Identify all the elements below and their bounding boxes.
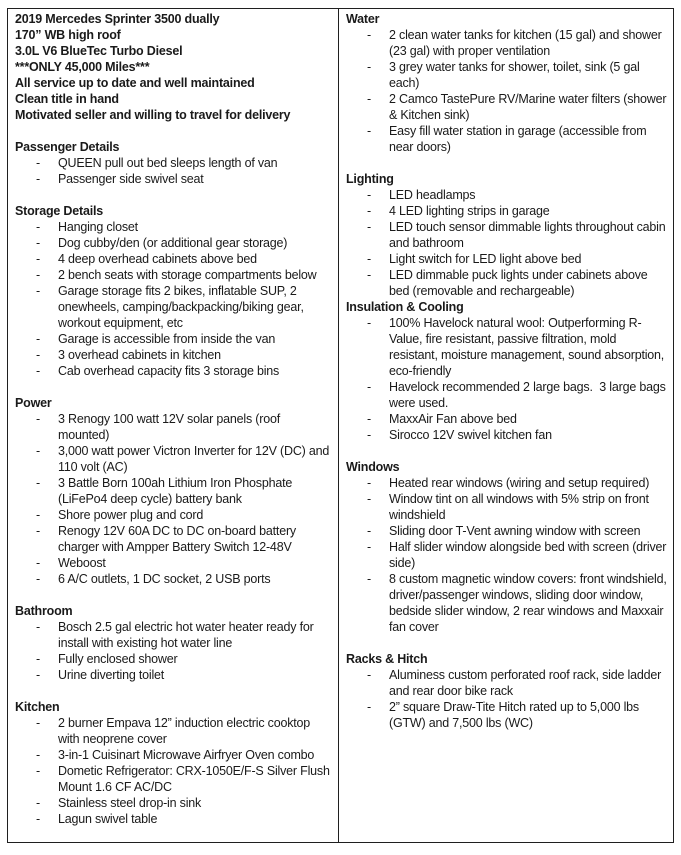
section-title: Lighting xyxy=(346,172,394,186)
bullet-dash-icon: - xyxy=(36,220,40,234)
bullet-dash-icon: - xyxy=(36,332,40,346)
left-sections xyxy=(15,139,332,827)
list-item-text: Shore power plug and cord xyxy=(58,508,204,522)
list-item xyxy=(346,251,667,267)
list-item-text: Dometic Refrigerator: CRX-1050E/F-S Silver Flush Mount 1.6 CF AC/DC xyxy=(58,764,334,794)
list-item xyxy=(15,715,332,747)
section xyxy=(15,699,332,827)
list-item-text: Light switch for LED light above bed xyxy=(389,252,582,266)
list-item-text: Weboost xyxy=(58,556,106,570)
bullet-dash-icon: - xyxy=(36,268,40,282)
section xyxy=(346,459,670,635)
list-item-text: 2 burner Empava 12” induction electric cooktop with neoprene cover xyxy=(58,716,314,746)
bullet-dash-icon: - xyxy=(367,92,371,106)
list-item-text: Easy fill water station in garage (accessible from near doors) xyxy=(389,124,650,154)
section-title: Power xyxy=(15,396,52,410)
bullet-dash-icon: - xyxy=(367,60,371,74)
intro-line: Motivated seller and willing to travel for delivery xyxy=(15,108,291,122)
bullet-dash-icon: - xyxy=(367,492,371,506)
bullet-dash-icon: - xyxy=(36,508,40,522)
list-item xyxy=(346,667,667,699)
bullet-dash-icon: - xyxy=(36,236,40,250)
list-item xyxy=(15,235,332,251)
list-item xyxy=(15,331,332,347)
list-item xyxy=(346,379,667,411)
list-item xyxy=(15,283,332,331)
section-title: Windows xyxy=(346,460,400,474)
bullet-dash-icon: - xyxy=(36,284,40,298)
section-title: Bathroom xyxy=(15,604,73,618)
bullet-dash-icon: - xyxy=(36,252,40,266)
bullet-dash-icon: - xyxy=(36,524,40,538)
document-page xyxy=(7,8,674,843)
bullet-dash-icon: - xyxy=(36,348,40,362)
list-item-text: Fully enclosed shower xyxy=(58,652,178,666)
bullet-dash-icon: - xyxy=(367,540,371,554)
section xyxy=(346,171,667,299)
intro-line: ***ONLY 45,000 Miles*** xyxy=(15,60,150,74)
section-title: Insulation & Cooling xyxy=(346,300,464,314)
list-item-text: Half slider window alongside bed with screen (driver side) xyxy=(389,540,670,570)
bullet-dash-icon: - xyxy=(367,124,371,138)
list-item xyxy=(346,571,670,635)
section xyxy=(15,395,332,587)
list-item-text: 3 overhead cabinets in kitchen xyxy=(58,348,221,362)
list-item xyxy=(15,347,332,363)
list-item xyxy=(15,747,332,763)
section xyxy=(15,603,332,683)
list-item-text: Hanging closet xyxy=(58,220,138,234)
bullet-dash-icon: - xyxy=(36,572,40,586)
list-item-text: 3-in-1 Cuisinart Microwave Airfryer Oven combo xyxy=(58,748,315,762)
bullet-dash-icon: - xyxy=(367,188,371,202)
right-column xyxy=(339,9,673,842)
bullet-dash-icon: - xyxy=(36,748,40,762)
list-item xyxy=(346,411,667,427)
list-item xyxy=(15,795,332,811)
right-sections xyxy=(346,11,670,731)
bullet-dash-icon: - xyxy=(367,204,371,218)
bullet-dash-icon: - xyxy=(367,252,371,266)
list-item xyxy=(346,91,670,123)
section xyxy=(346,651,667,731)
bullet-dash-icon: - xyxy=(367,524,371,538)
list-item-text: Renogy 12V 60A DC to DC on-board battery charger with Ampper Battery Switch 12-48V xyxy=(58,524,300,554)
intro-block xyxy=(15,11,332,123)
list-item-text: 2 bench seats with storage compartments below xyxy=(58,268,317,282)
list-item-text: Passenger side swivel seat xyxy=(58,172,204,186)
list-item-text: 3 Renogy 100 watt 12V solar panels (roof mounted) xyxy=(58,412,284,442)
intro-line: 2019 Mercedes Sprinter 3500 dually xyxy=(15,12,220,26)
list-item xyxy=(15,507,332,523)
list-item xyxy=(15,267,332,283)
bullet-dash-icon: - xyxy=(36,716,40,730)
list-item-text: QUEEN pull out bed sleeps length of van xyxy=(58,156,278,170)
list-item xyxy=(346,475,667,491)
list-item-text: 4 deep overhead cabinets above bed xyxy=(58,252,257,266)
list-item-text: Garage is accessible from inside the van xyxy=(58,332,276,346)
section-title: Kitchen xyxy=(15,700,60,714)
bullet-dash-icon: - xyxy=(36,652,40,666)
list-item-text: Stainless steel drop-in sink xyxy=(58,796,202,810)
bullet-dash-icon: - xyxy=(36,156,40,170)
bullet-dash-icon: - xyxy=(367,268,371,282)
list-item xyxy=(15,667,332,683)
intro-line: All service up to date and well maintained xyxy=(15,76,255,90)
list-item xyxy=(15,411,332,443)
list-item xyxy=(346,59,667,91)
left-column xyxy=(8,9,339,842)
list-item xyxy=(15,171,332,187)
list-item-text: Garage storage fits 2 bikes, inflatable SUP, 2 onewheels, camping/backpacking/biking gear, workout equipment, etc xyxy=(58,284,308,330)
bullet-dash-icon: - xyxy=(36,764,40,778)
list-item xyxy=(346,27,667,59)
bullet-dash-icon: - xyxy=(367,220,371,234)
list-item-text: LED dimmable puck lights under cabinets above bed (removable and rechargeable) xyxy=(389,268,651,298)
bullet-dash-icon: - xyxy=(36,172,40,186)
list-item xyxy=(346,699,667,731)
list-item-text: 100% Havelock natural wool: Outperforming R-Value, fire resistant, passive filtration, mold resistant, moisture management, sound absorption, eco-friendly xyxy=(389,316,668,378)
list-item-text: 3 Battle Born 100ah Lithium Iron Phosphate (LiFePo4 deep cycle) battery bank xyxy=(58,476,296,506)
bullet-dash-icon: - xyxy=(36,444,40,458)
bullet-dash-icon: - xyxy=(36,620,40,634)
list-item xyxy=(346,267,667,299)
list-item xyxy=(15,571,332,587)
intro-line: Clean title in hand xyxy=(15,92,119,106)
section-title: Racks & Hitch xyxy=(346,652,428,666)
list-item-text: Sliding door T-Vent awning window with screen xyxy=(389,524,641,538)
bullet-dash-icon: - xyxy=(367,476,371,490)
list-item-text: 3,000 watt power Victron Inverter for 12V (DC) and 110 volt (AC) xyxy=(58,444,333,474)
list-item xyxy=(15,651,332,667)
bullet-dash-icon: - xyxy=(367,668,371,682)
bullet-dash-icon: - xyxy=(36,364,40,378)
list-item xyxy=(346,123,667,155)
list-item xyxy=(15,523,332,555)
list-item xyxy=(15,555,332,571)
list-item xyxy=(15,619,332,651)
bullet-dash-icon: - xyxy=(367,380,371,394)
list-item-text: Lagun swivel table xyxy=(58,812,158,826)
list-item xyxy=(346,187,667,203)
bullet-dash-icon: - xyxy=(36,796,40,810)
list-item-text: Window tint on all windows with 5% strip on front windshield xyxy=(389,492,653,522)
list-item xyxy=(346,539,670,571)
section xyxy=(346,11,670,155)
list-item-text: Cab overhead capacity fits 3 storage bins xyxy=(58,364,280,378)
list-item-text: 8 custom magnetic window covers: front windshield, driver/passenger windows, sliding door window, bedside slider window, 2 rear windows and Maxxair fan cover xyxy=(389,572,670,634)
bullet-dash-icon: - xyxy=(36,812,40,826)
list-item-text: Havelock recommended 2 large bags. 3 large bags were used. xyxy=(389,380,669,410)
bullet-dash-icon: - xyxy=(36,668,40,682)
intro-line: 3.0L V6 BlueTec Turbo Diesel xyxy=(15,44,183,58)
section xyxy=(15,139,332,187)
list-item xyxy=(346,491,667,523)
list-item-text: 2 clean water tanks for kitchen (15 gal) and shower (23 gal) with proper ventilation xyxy=(389,28,665,58)
list-item-text: 3 grey water tanks for shower, toilet, sink (5 gal each) xyxy=(389,60,643,90)
list-item xyxy=(15,219,332,235)
section-title: Storage Details xyxy=(15,204,104,218)
bullet-dash-icon: - xyxy=(367,316,371,330)
section xyxy=(15,203,332,379)
section xyxy=(346,299,667,443)
section-title: Water xyxy=(346,12,380,26)
bullet-dash-icon: - xyxy=(367,28,371,42)
list-item-text: Sirocco 12V swivel kitchen fan xyxy=(389,428,552,442)
list-item-text: 2 Camco TastePure RV/Marine water filters (shower & Kitchen sink) xyxy=(389,92,670,122)
list-item xyxy=(346,427,667,443)
list-item xyxy=(15,443,332,475)
list-item-text: Dog cubby/den (or additional gear storage) xyxy=(58,236,288,250)
list-item-text: Bosch 2.5 gal electric hot water heater ready for install with existing hot water line xyxy=(58,620,317,650)
list-item-text: Heated rear windows (wiring and setup required) xyxy=(389,476,650,490)
bullet-dash-icon: - xyxy=(367,428,371,442)
list-item xyxy=(15,363,332,379)
list-item xyxy=(15,811,332,827)
bullet-dash-icon: - xyxy=(36,476,40,490)
bullet-dash-icon: - xyxy=(367,412,371,426)
list-item-text: LED touch sensor dimmable lights throughout cabin and bathroom xyxy=(389,220,669,250)
intro-line: 170” WB high roof xyxy=(15,28,121,42)
list-item-text: 6 A/C outlets, 1 DC socket, 2 USB ports xyxy=(58,572,271,586)
section-title: Passenger Details xyxy=(15,140,120,154)
list-item-text: LED headlamps xyxy=(389,188,476,202)
list-item xyxy=(15,155,332,171)
bullet-dash-icon: - xyxy=(36,412,40,426)
list-item xyxy=(346,203,667,219)
list-item-text: MaxxAir Fan above bed xyxy=(389,412,517,426)
bullet-dash-icon: - xyxy=(367,700,371,714)
list-item xyxy=(15,475,332,507)
bullet-dash-icon: - xyxy=(367,572,371,586)
list-item-text: 2” square Draw-Tite Hitch rated up to 5,000 lbs (GTW) and 7,500 lbs (WC) xyxy=(389,700,643,730)
list-item xyxy=(15,251,332,267)
list-item-text: 4 LED lighting strips in garage xyxy=(389,204,550,218)
list-item xyxy=(15,763,332,795)
list-item xyxy=(346,315,667,379)
list-item xyxy=(346,523,667,539)
list-item xyxy=(346,219,667,251)
list-item-text: Urine diverting toilet xyxy=(58,668,165,682)
list-item-text: Aluminess custom perforated roof rack, side ladder and rear door bike rack xyxy=(389,668,665,698)
bullet-dash-icon: - xyxy=(36,556,40,570)
